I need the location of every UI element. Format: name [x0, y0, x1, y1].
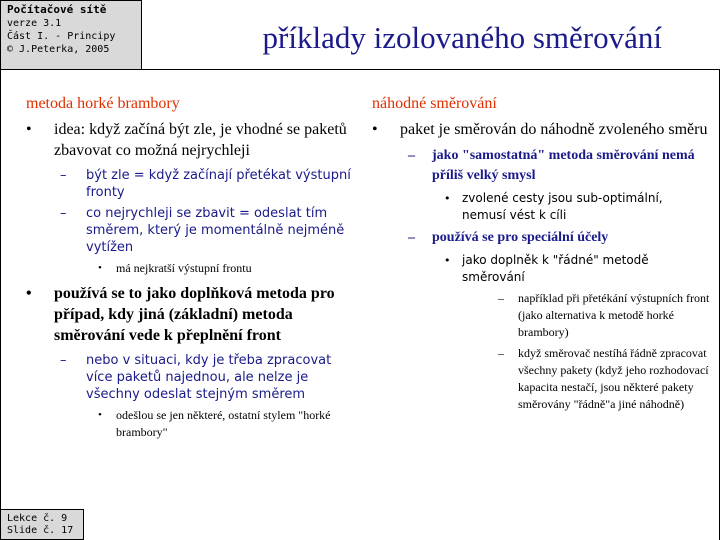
subsubbullet-text: odešlou se jen některé, ostatní stylem "horké brambory"	[116, 408, 331, 439]
bullet-marker: •	[26, 285, 32, 302]
bullet-marker: •	[444, 192, 451, 205]
left-subbullet-3	[26, 352, 356, 403]
subbullet-text: co nejrychleji se zbavit = odeslat tím směrem, který je momentálně nejméně vytížen	[86, 206, 345, 255]
bullet-marker: •	[98, 262, 102, 274]
bullet-marker: •	[26, 121, 32, 138]
course-name: Počítačové sítě	[7, 3, 107, 16]
dash-marker: –	[60, 353, 67, 368]
left-subbullet-1	[26, 167, 356, 201]
part-label: Část I. - Principy	[7, 31, 116, 42]
course-info-box	[0, 0, 142, 70]
subbullet-text: jako "samostatná" metoda směrování nemá příliš velký smysl	[432, 148, 695, 183]
right-column	[372, 94, 710, 417]
dash-marker: –	[408, 230, 415, 245]
version-label: verze 3.1	[7, 18, 62, 29]
right-level4-2	[372, 345, 710, 413]
slide-number: Slide č. 17	[7, 525, 74, 536]
left-bullet-2	[26, 283, 356, 346]
subsubbullet-text: jako doplněk k "řádné" metodě směrování	[462, 253, 649, 284]
level4-note-text: (jako alternativa k metodě horké brambory)	[518, 308, 674, 339]
left-column	[26, 94, 356, 445]
left-subsubbullet-1	[26, 260, 356, 277]
author-label: © J.Peterka, 2005	[7, 44, 110, 55]
bullet-marker: •	[372, 121, 378, 138]
subsubbullet-text: má nejkratší výstupní frontu	[116, 261, 252, 275]
level4-text: například při přetékání výstupních front	[518, 291, 710, 305]
level4-text: když směrovač nestíhá řádně zpracovat všechny pakety (když jeho rozhodovací kapacita nestačí, jsou některé pakety směrovány "řádně"a jiné náhodně)	[518, 346, 709, 411]
slide-title: příklady izolovaného směrování	[262, 20, 662, 55]
right-subbullet-1	[372, 146, 710, 186]
dash-marker: –	[498, 291, 504, 305]
right-heading: náhodné směrování	[372, 95, 497, 112]
bullet-text: používá se to jako doplňková metoda pro případ, kdy jiná (základní) metoda směrování vede k přeplnění front	[54, 285, 335, 344]
right-subbullet-2	[372, 228, 710, 248]
subbullet-text: nebo v situaci, kdy je třeba zpracovat více paketů najednou, ale nelze je všechny odeslat stejným směrem	[86, 353, 332, 402]
left-heading: metoda horké brambory	[26, 95, 180, 112]
subbullet-text: být zle = když začínají přetékat výstupní fronty	[86, 168, 351, 200]
right-level4-note	[372, 307, 710, 341]
left-bullet-1	[26, 119, 356, 161]
subbullet-text: používá se pro speciální účely	[432, 230, 609, 245]
right-subsubbullet-2	[372, 252, 710, 286]
dash-marker: –	[498, 346, 504, 360]
left-subbullet-2	[26, 205, 356, 256]
bullet-text: idea: když začíná být zle, je vhodné se paketů zbavovat co možná nejrychleji	[54, 121, 347, 159]
right-subsubbullet-1	[372, 190, 710, 224]
slide-number-box	[0, 509, 84, 540]
bullet-marker: •	[444, 254, 451, 267]
dash-marker: –	[60, 206, 67, 221]
lecture-number: Lekce č. 9	[7, 513, 68, 524]
right-level4-1	[372, 290, 710, 307]
right-bullet-1	[372, 119, 710, 140]
bullet-marker: •	[98, 409, 102, 421]
title-bar	[142, 0, 720, 70]
subsubbullet-text: zvolené cesty jsou sub-optimální, nemusí vést k cíli	[462, 191, 663, 222]
dash-marker: –	[408, 148, 415, 163]
left-subsubbullet-2	[26, 407, 356, 441]
dash-marker: –	[60, 168, 67, 183]
bullet-text: paket je směrován do náhodně zvoleného směru	[400, 121, 708, 138]
